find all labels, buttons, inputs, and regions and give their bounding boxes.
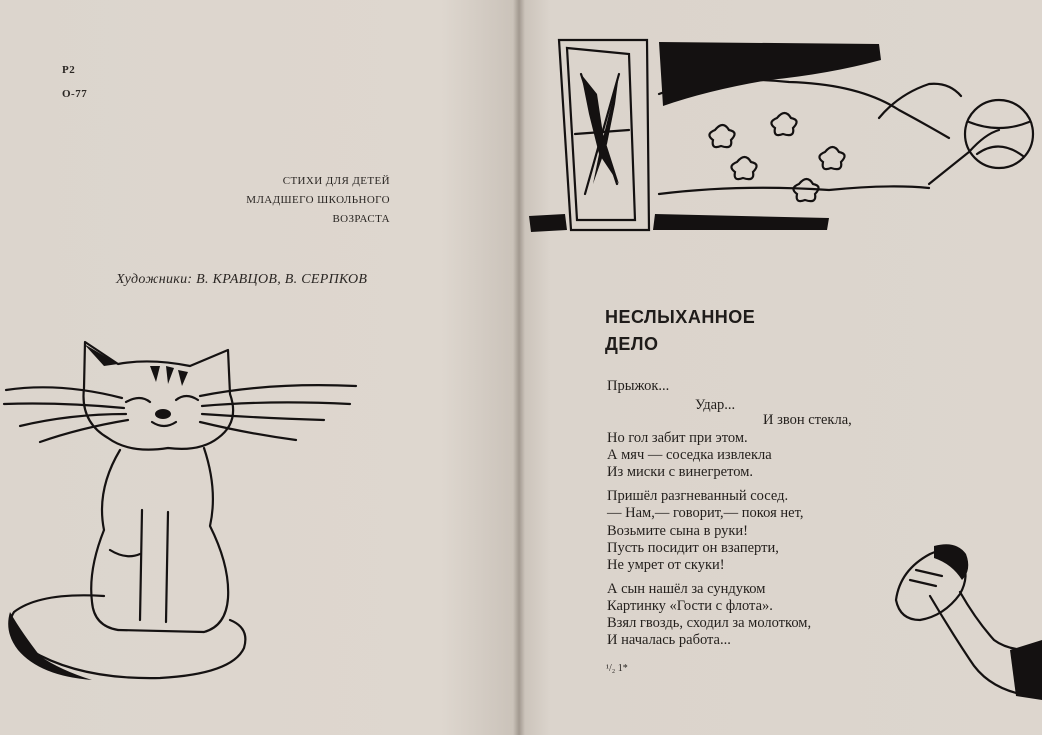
page-signature-mark: ¹/₂ 1* bbox=[606, 663, 628, 674]
window-ball-illustration bbox=[529, 34, 1039, 264]
classification-code-2: О-77 bbox=[62, 88, 88, 100]
classification-code-1: Р2 bbox=[62, 64, 76, 76]
leg-illustration bbox=[890, 540, 1042, 700]
poem-line: Не умрет от скуки! bbox=[607, 557, 725, 573]
poem-line: Удар... bbox=[695, 397, 736, 413]
book-gutter bbox=[513, 0, 525, 735]
poem-line: Картинку «Гости с флота». bbox=[607, 598, 773, 614]
artists-credit: Художники: В. КРАВЦОВ, В. СЕРПКОВ bbox=[116, 272, 368, 287]
genre-line: МЛАДШЕГО ШКОЛЬНОГО bbox=[246, 194, 390, 206]
left-page bbox=[0, 0, 519, 735]
poem-line: Возьмите сына в руки! bbox=[607, 523, 749, 539]
poem-line: Пришёл разгневанный сосед. bbox=[607, 488, 789, 504]
poem-line: Прыжок... bbox=[607, 378, 670, 394]
genre-line: ВОЗРАСТА bbox=[332, 213, 390, 225]
poem-line: — Нам,— говорит,— покоя нет, bbox=[607, 505, 804, 521]
cat-illustration bbox=[0, 330, 370, 700]
genre-block bbox=[200, 172, 390, 229]
poem-line: Взял гвоздь, сходил за молотком, bbox=[607, 615, 812, 631]
poem-line: Пусть посидит он взаперти, bbox=[607, 540, 779, 556]
poem-line: Но гол забит при этом. bbox=[607, 430, 748, 446]
poem-line: И звон стекла, bbox=[763, 412, 852, 428]
poem-line: А сын нашёл за сундуком bbox=[607, 581, 766, 597]
poem-line: И началась работа... bbox=[607, 632, 731, 648]
poem-line: Из миски с винегретом. bbox=[607, 464, 754, 480]
poem-title bbox=[605, 304, 755, 358]
title-line: ДЕЛО bbox=[605, 334, 659, 354]
poem-line: А мяч — соседка извлекла bbox=[607, 447, 772, 463]
title-line: НЕСЛЫХАННОЕ bbox=[605, 307, 756, 327]
genre-line: СТИХИ ДЛЯ ДЕТЕЙ bbox=[282, 175, 390, 187]
